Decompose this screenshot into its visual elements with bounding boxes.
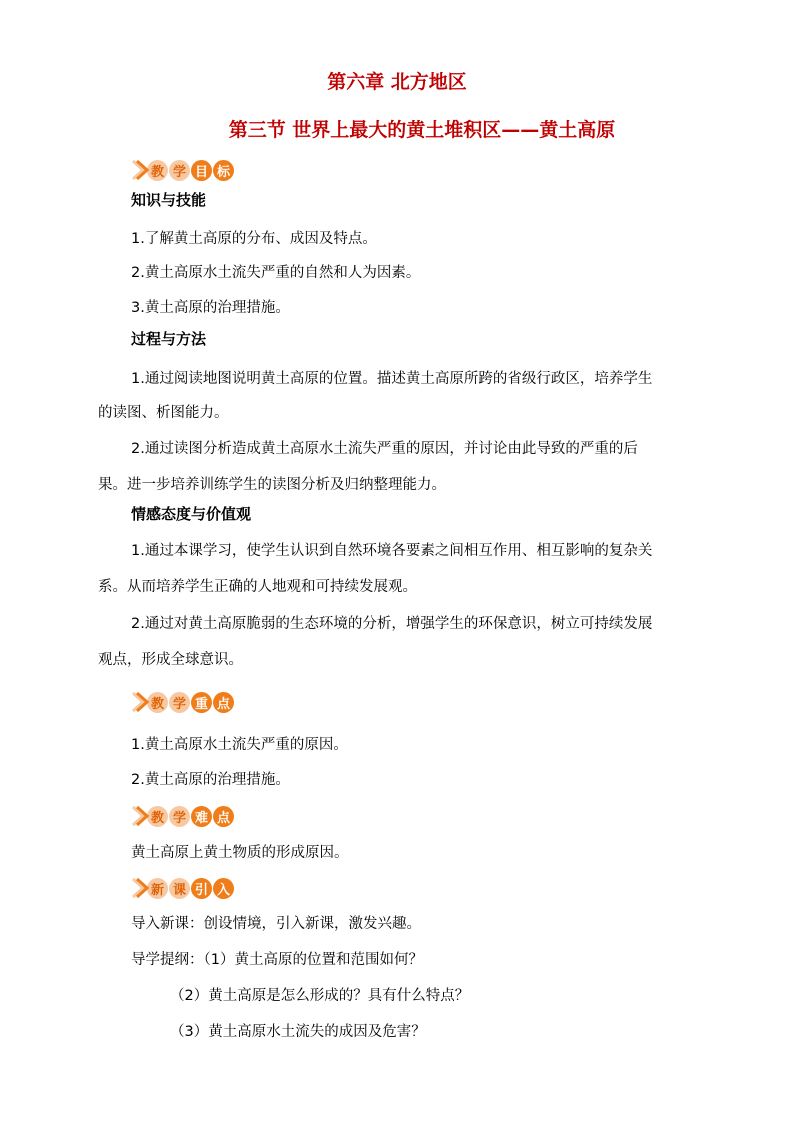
badge-char: 难 [191,806,212,827]
badge-char: 学 [169,692,190,713]
key-point-item: 1.黄土高原水土流失严重的原因。 [131,737,348,753]
intro-outline-line: 导学提纲：（1）黄土高原的位置和范围如何？ [131,952,423,968]
knowledge-item: 2.黄土高原水土流失严重的自然和人为因素。 [131,265,421,281]
attitude-para-1-line-1: 1.通过本课学习，使学生认识到自然环境各要素之间相互作用、相互影响的复杂关 [131,543,653,559]
process-para-1-line-2: 的读图、析图能力。 [98,405,229,421]
intro-outline-line: （2）黄土高原是怎么形成的？具有什么特点？ [170,988,470,1004]
difficulty-text: 黄土高原上黄土物质的形成原因。 [131,845,349,861]
badge-char: 点 [213,806,234,827]
badge-teaching-goals [131,157,235,183]
badge-lesson-intro [131,875,235,901]
badge-char: 学 [169,160,190,181]
process-para-2-line-2: 果。进一步培养训练学生的读图分析及归纳整理能力。 [98,477,446,493]
attitude-para-2-line-2: 观点，形成全球意识。 [98,652,243,668]
badge-char: 教 [147,806,168,827]
chevron-decoration-icon [131,691,149,713]
badge-char: 入 [213,878,234,899]
badge-char: 点 [213,692,234,713]
chevron-decoration-icon [131,159,149,181]
badge-char: 目 [191,160,212,181]
process-heading: 过程与方法 [131,330,207,348]
process-para-1-line-1: 1.通过阅读地图说明黄土高原的位置。描述黄土高原所跨的省级行政区，培养学生 [131,371,653,387]
badge-char: 课 [169,878,190,899]
intro-line: 导入新课：创设情境，引入新课，激发兴趣。 [131,916,421,932]
badge-char: 学 [169,806,190,827]
badge-difficulties [131,803,235,829]
knowledge-item: 1.了解黄土高原的分布、成因及特点。 [131,231,377,247]
knowledge-item: 3.黄土高原的治理措施。 [131,300,290,316]
chapter-title: 第六章 北方地区 [327,71,467,93]
badge-char: 教 [147,692,168,713]
badge-char: 重 [191,692,212,713]
section-title: 第三节 世界上最大的黄土堆积区——黄土高原 [228,119,616,141]
badge-char: 新 [147,878,168,899]
badge-char: 引 [191,878,212,899]
process-para-2-line-1: 2.通过读图分析造成黄土高原水土流失严重的原因，并讨论由此导致的严重的后 [131,441,638,457]
badge-char: 教 [147,160,168,181]
attitude-para-1-line-2: 系。从而培养学生正确的人地观和可持续发展观。 [98,579,417,595]
intro-outline-line: （3）黄土高原水土流失的成因及危害？ [170,1024,426,1040]
chevron-decoration-icon [131,805,149,827]
key-point-item: 2.黄土高原的治理措施。 [131,772,290,788]
badge-key-points [131,689,235,715]
chevron-decoration-icon [131,877,149,899]
badge-char: 标 [213,160,234,181]
attitude-para-2-line-1: 2.通过对黄土高原脆弱的生态环境的分析，增强学生的环保意识，树立可持续发展 [131,616,653,632]
knowledge-heading: 知识与技能 [131,191,207,209]
attitude-heading: 情感态度与价值观 [131,505,252,523]
